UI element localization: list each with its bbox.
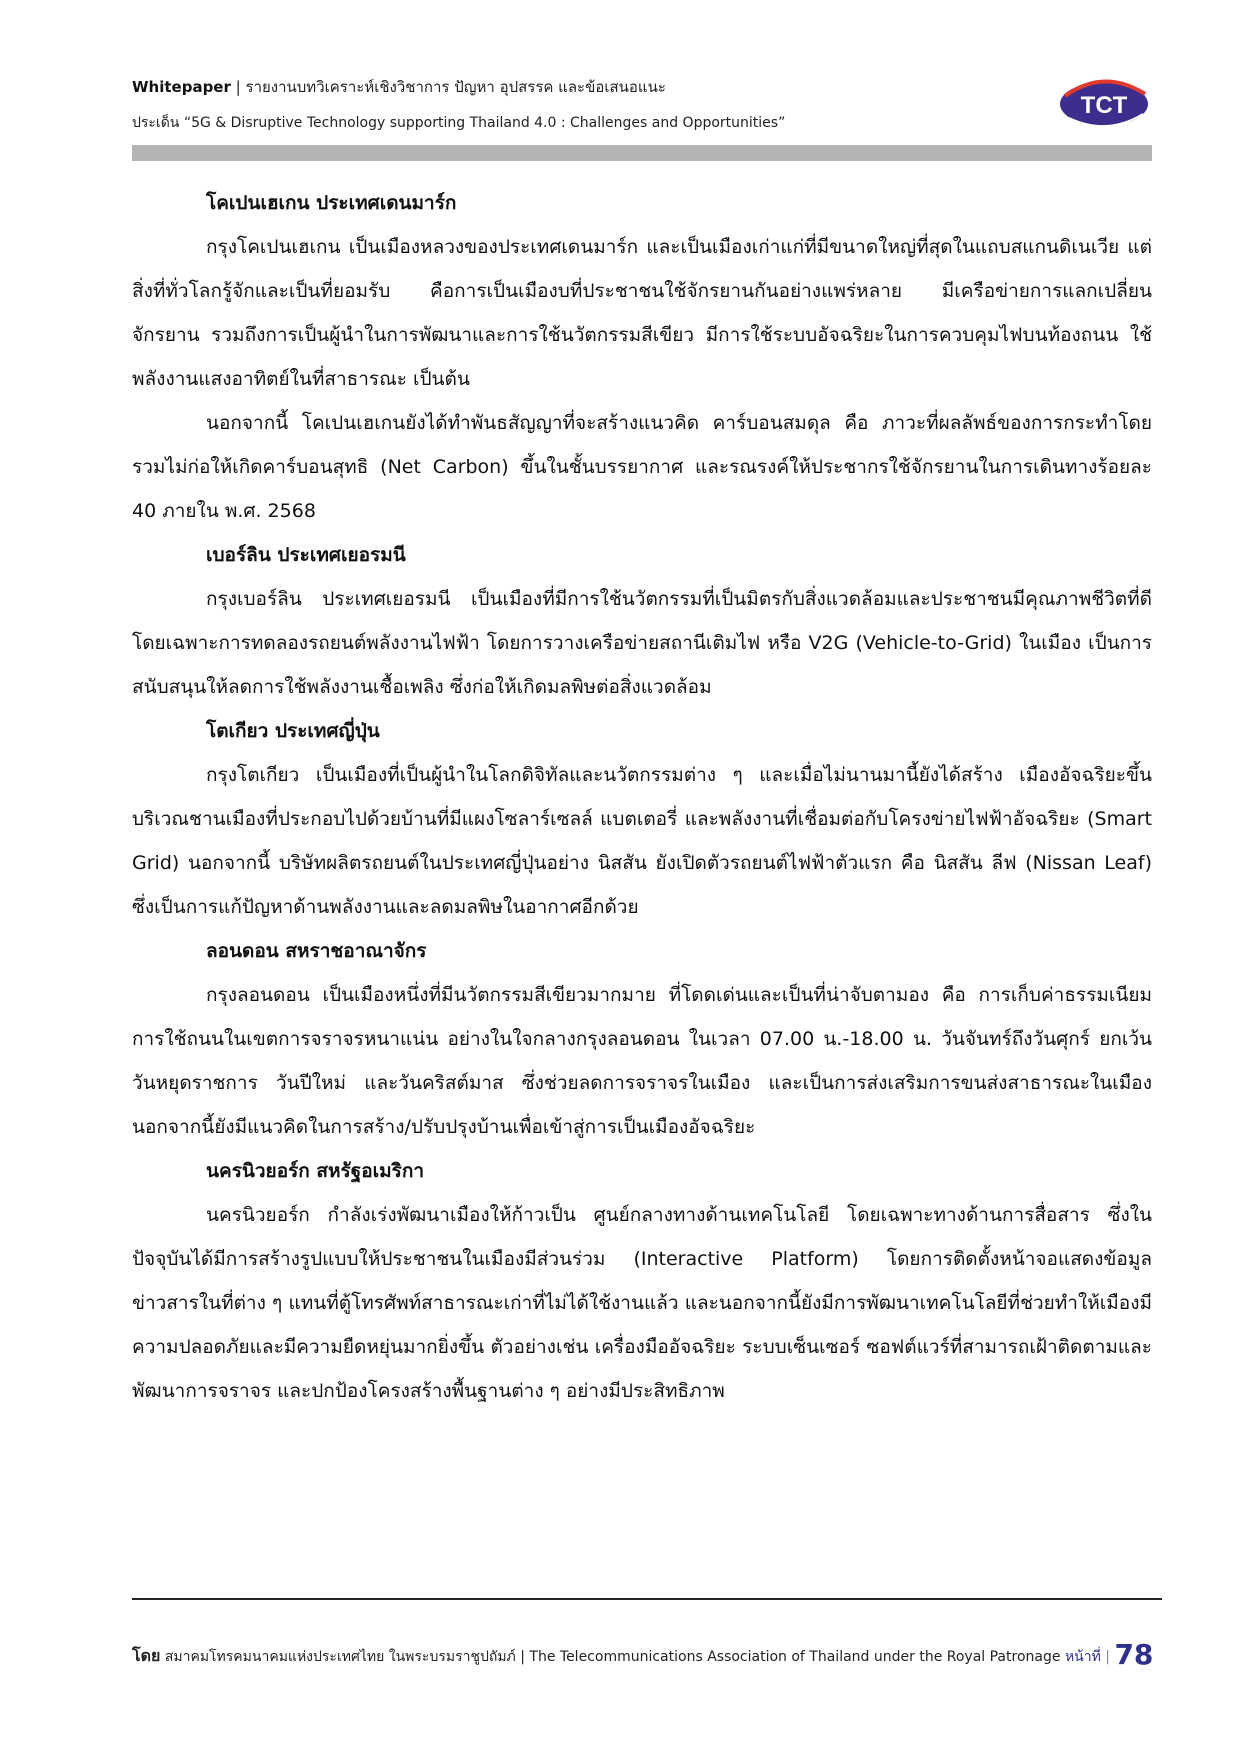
paragraph: นครนิวยอร์ก กำลังเร่งพัฒนาเมืองให้ก้าวเป็น ศูนย์กลางทางด้านเทคโนโลยี โดยเฉพาะทางด้านการสื่อสาร ซึ่งในปัจจุบันได้มีการสร้างรูปแบบให้ประชาชนในเมืองมีส่วนร่วม (Interactive Platform) โดยการติดตั้งหน้าจอแสดงข้อมูลข่าวสารในที่ต่าง ๆ แทนที่ตู้โทรศัพท์สาธารณะเก่าที่ไม่ได้ใช้งานแล้ว และนอกจากนี้ยังมีการพัฒนาเทคโนโลยีที่ช่วยทำให้เมืองมีความปลอดภัยและมีความยืดหยุ่นมากยิ่งขึ้น ตัวอย่างเช่น เครื่องมืออัจฉริยะ ระบบเซ็นเซอร์ ซอฟต์แวร์ที่สามารถเฝ้าติดตามและพัฒนาการจราจร และปกป้องโครงสร้างพื้นฐานต่าง ๆ อย่างมีประสิทธิภาพ <box>132 1204 1152 1402</box>
page-footer <box>132 1640 1152 1672</box>
footer-org-english: The Telecommunications Association of Thailand under the Royal Patronage <box>529 1649 1061 1665</box>
footer-by: โดย <box>132 1646 161 1665</box>
tct-logo <box>1057 74 1152 130</box>
section-copenhagen <box>132 181 1152 533</box>
section-heading: เบอร์ลิน ประเทศเยอรมนี <box>206 544 406 566</box>
section-heading: ลอนดอน สหราชอาณาจักร <box>206 940 427 962</box>
section-tokyo <box>132 709 1152 929</box>
header-title-line <box>132 76 1162 98</box>
section-new-york <box>132 1149 1152 1413</box>
header-topic: ประเด็น “5G & Disruptive Technology supporting Thailand 4.0 : Challenges and Opportunities” <box>132 115 786 131</box>
footer-separator: | <box>520 1649 525 1665</box>
paragraph: กรุงลอนดอน เป็นเมืองหนึ่งที่มีนวัตกรรมสีเขียวมากมาย ที่โดดเด่นและเป็นที่น่าจับตามอง คือ การเก็บค่าธรรมเนียมการใช้ถนนในเขตการจราจรหนาแน่น อย่างในใจกลางกรุงลอนดอน ในเวลา 07.00 น.-18.00 น. วันจันทร์ถึงวันศุกร์ ยกเว้นวันหยุดราชการ วันปีใหม่ และวันคริสต์มาส ซึ่งช่วยลดการจราจรในเมือง และเป็นการส่งเสริมการขนส่งสาธารณะในเมือง นอกจากนี้ยังมีแนวคิดในการสร้าง/ปรับปรุงบ้านเพื่อเข้าสู่การเป็นเมืองอัจฉริยะ <box>132 984 1152 1138</box>
logo-text: TCT <box>1080 92 1128 119</box>
paragraph: กรุงเบอร์ลิน ประเทศเยอรมนี เป็นเมืองที่มีการใช้นวัตกรรมที่เป็นมิตรกับสิ่งแวดล้อมและประชาชนมีคุณภาพชีวิตที่ดี โดยเฉพาะการทดลองรถยนต์พลังงานไฟฟ้า โดยการวางเครือข่ายสถานีเติมไฟ หรือ V2G (Vehicle-to-Grid) ในเมือง เป็นการสนับสนุนให้ลดการใช้พลังงานเชื้อเพลิง ซึ่งก่อให้เกิดมลพิษต่อสิ่งแวดล้อม <box>132 588 1152 698</box>
footer-divider <box>132 1598 1162 1600</box>
paragraph: นอกจากนี้ โคเปนเฮเกนยังได้ทำพันธสัญญาที่จะสร้างแนวคิด คาร์บอนสมดุล คือ ภาวะที่ผลลัพธ์ของการกระทำโดยรวมไม่ก่อให้เกิดคาร์บอนสุทธิ (Net Carbon) ขึ้นในชั้นบรรยากาศ และรณรงค์ให้ประชากรใช้จักรยานในการเดินทางร้อยละ 40 ภายใน พ.ศ. 2568 <box>132 412 1152 522</box>
footer-org-thai: สมาคมโทรคมนาคมแห่งประเทศไทย ในพระบรมราชูปถัมภ์ <box>164 1649 516 1665</box>
paragraph: กรุงโคเปนเฮเกน เป็นเมืองหลวงของประเทศเดนมาร์ก และเป็นเมืองเก่าแก่ที่มีขนาดใหญ่ที่สุดในแถบสแกนดิเนเวีย แต่สิ่งที่ทั่วโลกรู้จักและเป็นที่ยอมรับ คือการเป็นเมืองบที่ประชาชนใช้จักรยานกันอย่างแพร่หลาย มีเครือข่ายการแลกเปลี่ยนจักรยาน รวมถึงการเป็นผู้นำในการพัฒนาและการใช้นวัตกรรมสีเขียว มีการใช้ระบบอัจฉริยะในการควบคุมไฟบนท้องถนน ใช้พลังงานแสงอาทิตย์ในที่สาธารณะ เป็นต้น <box>132 236 1152 390</box>
paragraph: กรุงโตเกียว เป็นเมืองที่เป็นผู้นำในโลกดิจิทัลและนวัตกรรมต่าง ๆ และเมื่อไม่นานมานี้ยังได้สร้าง เมืองอัจฉริยะขึ้นบริเวณชานเมืองที่ประกอบไปด้วยบ้านที่มีแผงโซลาร์เซลล์ แบตเตอรี่ และพลังงานที่เชื่อมต่อกับโครงข่ายไฟฟ้าอัจฉริยะ (Smart Grid) นอกจากนี้ บริษัทผลิตรถยนต์ในประเทศญี่ปุ่นอย่าง นิสสัน ยังเปิดตัวรถยนต์ไฟฟ้าตัวแรก คือ นิสสัน ลีฟ (Nissan Leaf) ซึ่งเป็นการแก้ปัญหาด้านพลังงานและลดมลพิษในอากาศอีกด้วย <box>132 764 1152 918</box>
section-berlin <box>132 533 1152 709</box>
header-separator: | <box>235 78 241 96</box>
section-heading: โคเปนเฮเกน ประเทศเดนมาร์ก <box>206 192 457 214</box>
section-heading: โตเกียว ประเทศญี่ปุ่น <box>206 720 380 742</box>
footer-page-label: หน้าที่ <box>1064 1649 1101 1665</box>
section-london <box>132 929 1152 1149</box>
header-divider-bar <box>132 145 1152 161</box>
footer-page-separator: | <box>1105 1649 1110 1665</box>
page-header <box>132 76 1162 134</box>
header-brand: Whitepaper <box>132 78 231 96</box>
section-heading: นครนิวยอร์ก สหรัฐอเมริกา <box>206 1160 425 1182</box>
header-subtitle: รายงานบทวิเคราะห์เชิงวิชาการ ปัญหา อุปสรรค และข้อเสนอแนะ <box>245 78 666 96</box>
page-number: 78 <box>1114 1638 1154 1671</box>
article-body <box>132 181 1152 1413</box>
